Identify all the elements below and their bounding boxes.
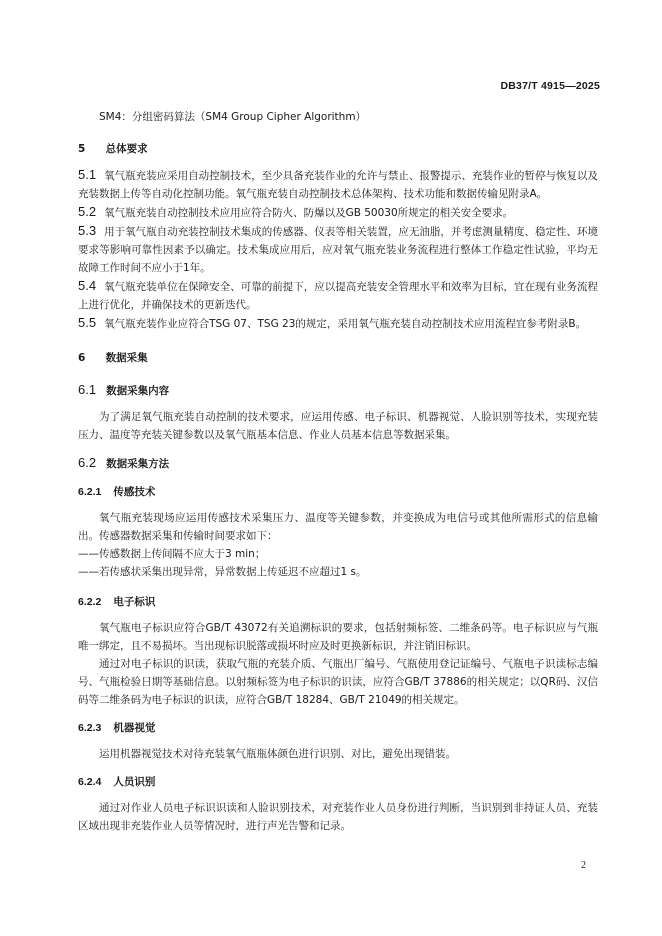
subsection-title: 机器视觉: [113, 722, 156, 734]
clause-5-3: [78, 222, 598, 277]
subsection-title: 传感技术: [113, 486, 156, 498]
section-6-heading: [78, 349, 598, 367]
subsection-6-2-heading: [78, 454, 598, 473]
subsection-6-2-1-text: 氧气瓶充装现场应运用传感技术采集压力、温度等关键参数，并变换成为电信号或其他所需形式的信息输出。传感器数据采集和传输时间要求如下：: [78, 512, 598, 542]
clause-text: 氧气瓶充装单位在保障安全、可靠的前提下，应以提高充装安全管理水平和效率为目标，宜在现有业务流程上进行优化，并确保技术的更新迭代。: [78, 281, 598, 311]
page-content: [78, 108, 598, 835]
clause-number: 5.5: [78, 315, 97, 330]
section-5-heading: [78, 140, 598, 158]
requirement-item: ——若传感状采集出现异常，异常数据上传延迟不应超过1 s。: [78, 566, 367, 578]
clause-5-5: [78, 314, 598, 333]
subsection-6-2-3-heading: [78, 719, 598, 737]
clause-text: 氧气瓶充装应采用自动控制技术，至少具备充装作业的允许与禁止、报警提示、充装作业的暂停与恢复以及充装数据上传等自动化控制功能。氧气瓶充装自动控制技术总体架构、技术功能和数据传输见附录A。: [78, 170, 598, 200]
clause-5-4: [78, 277, 598, 314]
page-number: 2: [581, 860, 586, 871]
subsection-number: 6.2: [78, 455, 97, 470]
clause-5-1: [78, 166, 598, 203]
subsection-6-2-4-heading: [78, 773, 598, 791]
subsection-6-2-2-para-2: 通过对电子标识的识读，获取气瓶的充装介质、气瓶出厂编号、气瓶使用登记证编号、气瓶电子识读标志编号、气瓶检验日期等基础信息。以射频标签为电子标识的识读，应符合GB/T 37886的相关规定；以QR码、汉信码等二维条码为电子标识的识读，应符合GB/T 18284、GB/T 21049的相关规定。: [78, 658, 598, 706]
section-title: 数据采集: [105, 352, 148, 364]
subsection-6-2-4-text: 通过对作业人员电子标识识读和人脸识别技术，对充装作业人员身份进行判断，当识别到非持证人员、充装区域出现非充装作业人员等情况时，进行声光告警和记录。: [78, 802, 598, 832]
subsection-title: 数据采集方法: [106, 458, 170, 470]
subsection-6-2-3-text: 运用机器视觉技术对待充装氧气瓶瓶体颜色进行识别、对比，避免出现错装。: [99, 748, 456, 760]
clause-number: 5.3: [78, 223, 97, 238]
clause-number: 5.2: [78, 204, 97, 219]
subsection-number: 6.2.3: [78, 722, 102, 734]
clause-number: 5.1: [78, 167, 97, 182]
subsection-number: 6.1: [78, 382, 97, 397]
clause-number: 5.4: [78, 278, 97, 293]
clause-text: 氧气瓶充装自动控制技术应用应符合防火、防爆以及GB 50030所规定的相关安全要求。: [104, 207, 514, 219]
subsection-6-1-text: 为了满足氧气瓶充装自动控制的技术要求，应运用传感、电子标识、机器视觉、人脸识别等技术，实现充装压力、温度等充装关键参数以及氧气瓶基本信息、作业人员基本信息等数据采集。: [78, 411, 598, 441]
standard-code: DB37/T 4915—2025: [500, 80, 600, 92]
section-number: 6: [78, 352, 86, 364]
subsection-number: 6.2.2: [78, 596, 102, 608]
clause-text: 氧气瓶充装作业应符合TSG 07、TSG 23的规定，采用氧气瓶充装自动控制技术应用流程宜参考附录B。: [104, 318, 587, 330]
clause-text: 用于氧气瓶自动充装控制技术集成的传感器、仪表等相关装置，应无油脂，并考虑测量精度、稳定性、环境要求等影响可靠性因素予以确定。技术集成应用后，应对氧气瓶充装业务流程进行整体工作稳定性试验，平均无故障工作时间不应小于1年。: [78, 226, 598, 274]
section-5-clauses: [78, 166, 598, 333]
subsection-number: 6.2.1: [78, 486, 102, 498]
subsection-title: 人员识别: [113, 776, 156, 788]
subsection-title: 电子标识: [113, 596, 156, 608]
requirement-item: ——传感数据上传间隔不应大于3 min；: [78, 548, 266, 560]
subsection-number: 6.2.4: [78, 776, 102, 788]
subsection-6-1-heading: [78, 381, 598, 400]
section-title: 总体要求: [105, 143, 148, 155]
subsection-6-2-2-heading: [78, 593, 598, 611]
section-number: 5: [78, 143, 86, 155]
subsection-title: 数据采集内容: [106, 385, 170, 397]
clause-5-2: [78, 203, 598, 222]
term-sm4: SM4：分组密码算法（SM4 Group Cipher Algorithm）: [99, 111, 367, 123]
subsection-6-2-1-heading: [78, 483, 598, 501]
subsection-6-2-2-para-1: 氧气瓶电子标识应符合GB/T 43072有关追溯标识的要求，包括射频标签、二维条码等。电子标识应与气瓶唯一绑定，且不易损坏。当出现标识脱落或损坏时应及时更换新标识，并注销旧标识。: [78, 622, 598, 652]
